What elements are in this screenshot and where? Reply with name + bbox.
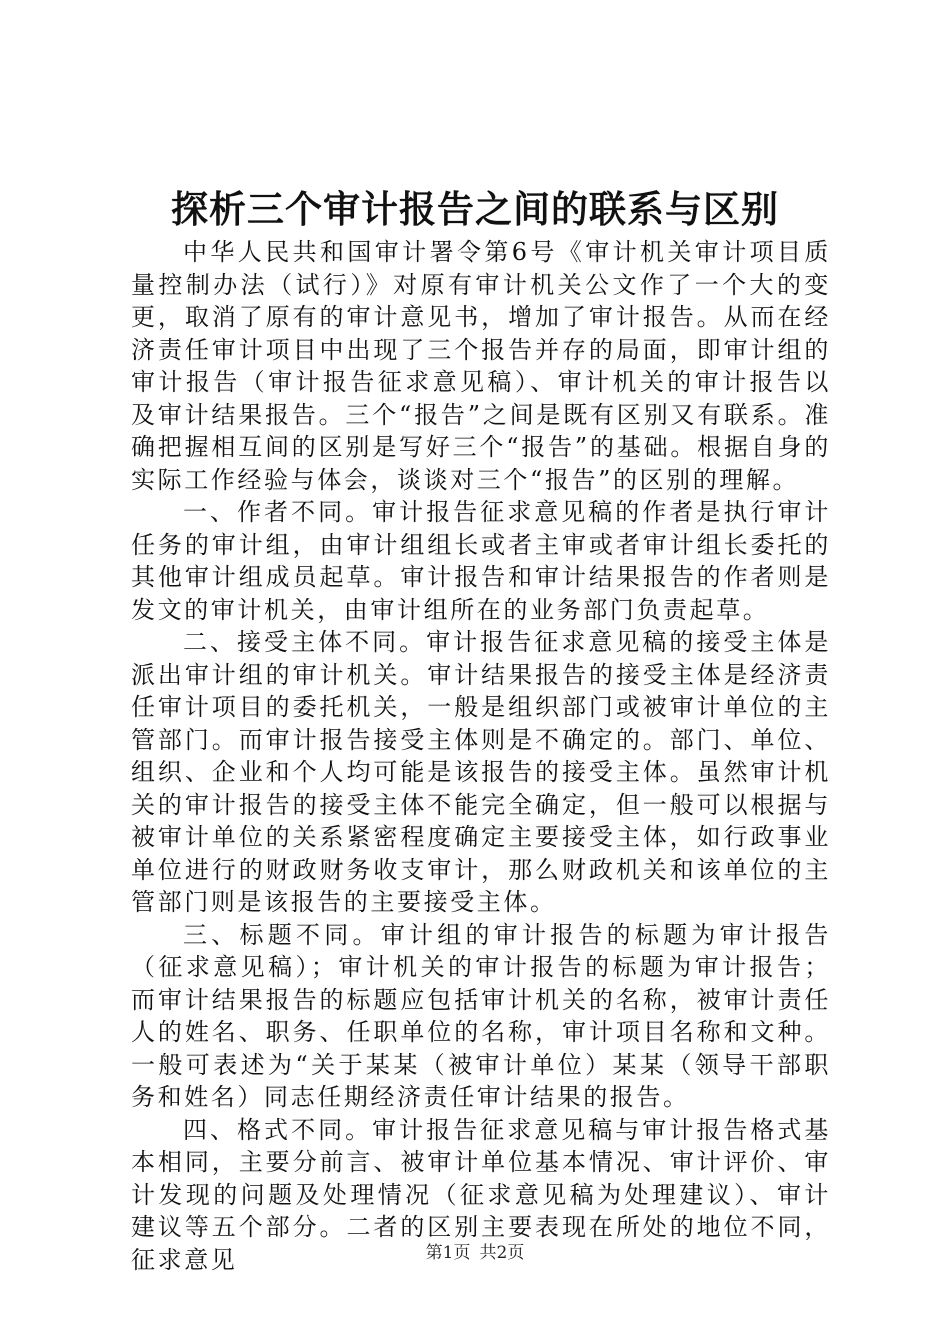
paragraph-recipient: 二、接受主体不同。审计报告征求意见稿的接受主体是派出审计组的审计机关。审计结果报告的接受主体是经济责任审计项目的委托机关，一般是组织部门或被审计单位的主管部门。而审计报告接受主体则是不确定的。部门、单位、组织、企业和个人均可能是该报告的接受主体。虽然审计机关的审计报告的接受主体不能完全确定，但一般可以根据与被审计单位的关系紧密程度确定主要接受主体，如行政事业单位进行的财政财务收支审计，那么财政机关和该单位的主管部门则是该报告的主要接受主体。	[131, 628, 831, 916]
document-body	[131, 236, 831, 1276]
page-title: 探析三个审计报告之间的联系与区别	[171, 187, 779, 231]
paragraph-format: 四、格式不同。审计报告征求意见稿与审计报告格式基本相同，主要分前言、被审计单位基本情况、审计评价、审计发现的问题及处理情况（征求意见稿为处理建议）、审计建议等五个部分。二者的区别主要表现在所处的地位不同，征求意见	[131, 1115, 831, 1274]
page-footer	[0, 1242, 950, 1264]
page-total: 共2页	[479, 1243, 525, 1263]
paragraph-author: 一、作者不同。审计报告征求意见稿的作者是执行审计任务的审计组，由审计组组长或者主审或者审计组长委托的其他审计组成员起草。审计报告和审计结果报告的作者则是发文的审计机关，由审计组所在的业务部门负责起草。	[131, 498, 831, 624]
page-number: 第1页	[425, 1243, 471, 1263]
paragraph-title-diff: 三、标题不同。审计组的审计报告的标题为审计报告（征求意见稿）；审计机关的审计报告的标题为审计报告；而审计结果报告的标题应包括审计机关的名称，被审计责任人的姓名、职务、任职单位的名称，审计项目名称和文种。一般可表述为“关于某某（被审计单位）某某（领导干部职务和姓名）同志任期经济责任审计结果的报告。	[131, 920, 831, 1111]
paragraph-intro: 中华人民共和国审计署令第6号《审计机关审计项目质量控制办法（试行）》对原有审计机关公文作了一个大的变更，取消了原有的审计意见书，增加了审计报告。从而在经济责任审计项目中出现了三个报告并存的局面，即审计组的审计报告（审计报告征求意见稿）、审计机关的审计报告以及审计结果报告。三个“报告”之间是既有区别又有联系。准确把握相互间的区别是写好三个“报告”的基础。根据自身的实际工作经验与体会，谈谈对三个“报告”的区别的理解。	[131, 238, 831, 494]
